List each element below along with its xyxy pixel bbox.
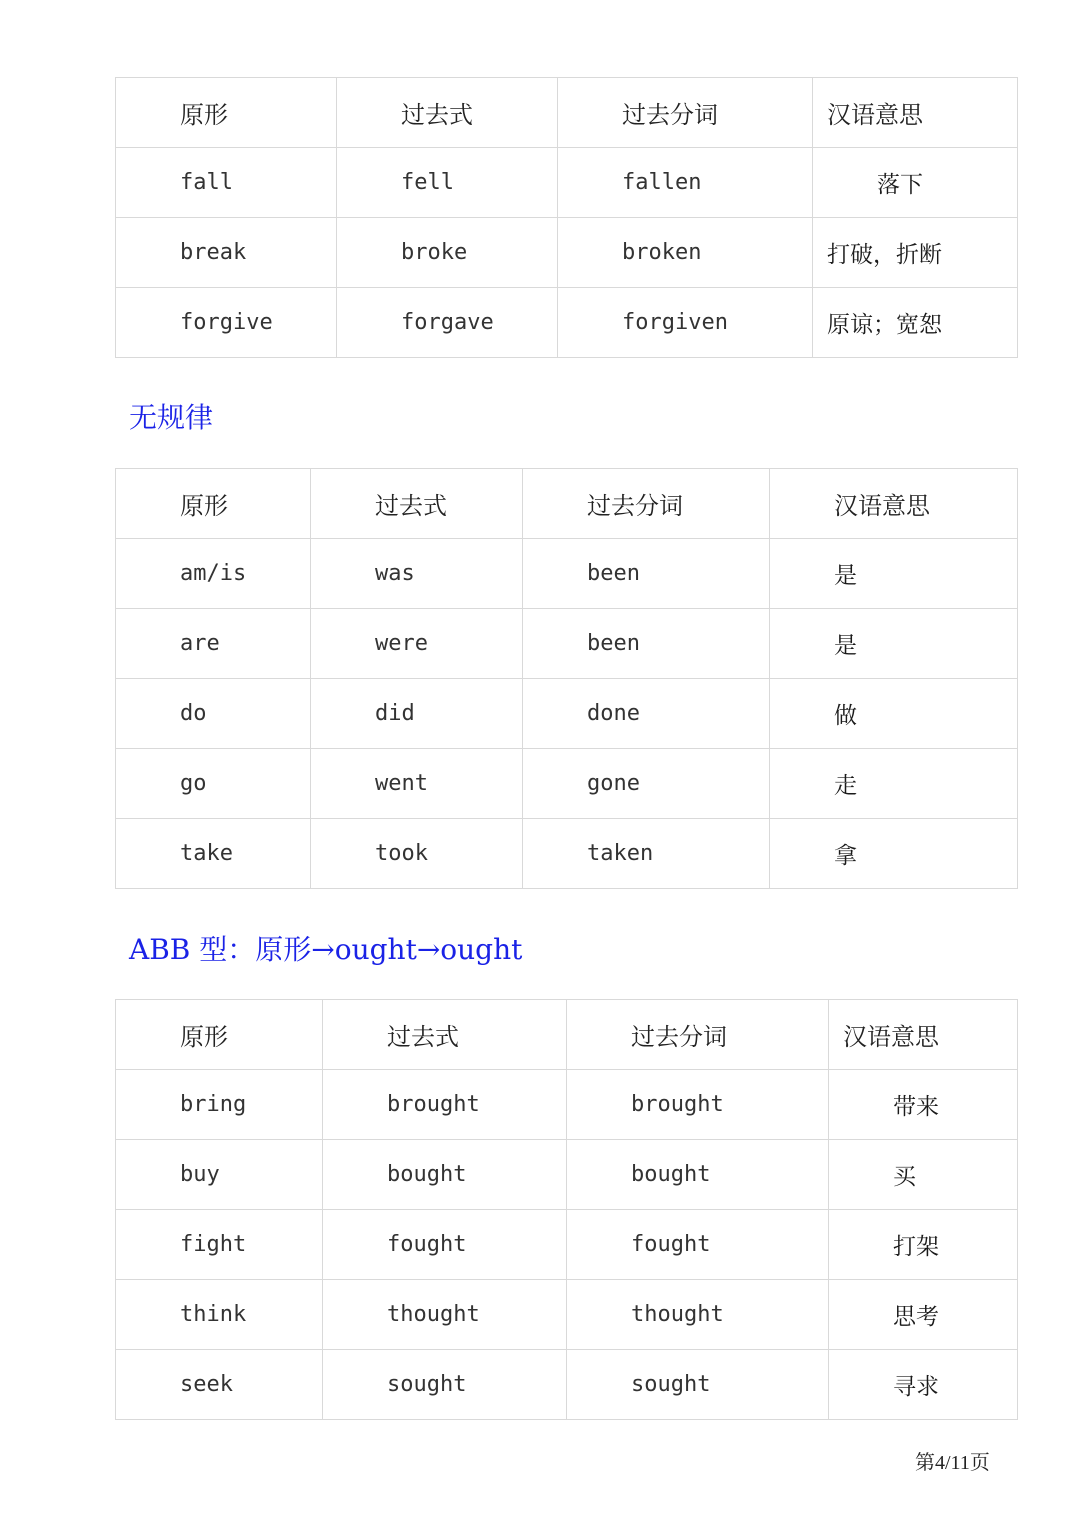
cell-past-tense: fell: [337, 148, 558, 218]
table-header-row: [116, 78, 1018, 148]
section-heading-irregular: 无规律: [129, 401, 214, 434]
cell-base-form: fight: [116, 1210, 323, 1280]
cell-base-form: think: [116, 1280, 323, 1350]
cell-base-form: go: [116, 749, 311, 819]
header-base-form: 原形: [116, 1000, 323, 1070]
cell-past-tense: fought: [323, 1210, 567, 1280]
table-row: [116, 679, 1018, 749]
cell-past-tense: thought: [323, 1280, 567, 1350]
header-chinese-meaning: 汉语意思: [770, 469, 1018, 539]
header-past-participle: 过去分词: [523, 469, 770, 539]
verb-table-2: [115, 468, 1018, 889]
cell-past-participle: bought: [567, 1140, 829, 1210]
cell-base-form: seek: [116, 1350, 323, 1420]
table-row: [116, 1280, 1018, 1350]
cell-chinese-meaning: 寻求: [829, 1350, 1018, 1420]
cell-chinese-meaning: 是: [770, 609, 1018, 679]
cell-chinese-meaning: 走: [770, 749, 1018, 819]
cell-chinese-meaning: 是: [770, 539, 1018, 609]
table-header-row: [116, 469, 1018, 539]
cell-base-form: bring: [116, 1070, 323, 1140]
header-base-form: 原形: [116, 78, 337, 148]
cell-past-tense: went: [311, 749, 523, 819]
cell-past-tense: did: [311, 679, 523, 749]
cell-base-form: do: [116, 679, 311, 749]
table-row: [116, 1210, 1018, 1280]
cell-past-tense: forgave: [337, 288, 558, 358]
cell-past-tense: brought: [323, 1070, 567, 1140]
cell-past-participle: fallen: [558, 148, 813, 218]
table-row: [116, 218, 1018, 288]
cell-past-participle: forgiven: [558, 288, 813, 358]
table-header-row: [116, 1000, 1018, 1070]
cell-chinese-meaning: 做: [770, 679, 1018, 749]
cell-base-form: forgive: [116, 288, 337, 358]
cell-past-participle: gone: [523, 749, 770, 819]
cell-chinese-meaning: 原谅；宽恕: [813, 288, 1018, 358]
section-heading-abb-type: ABB 型：原形→ought→ought: [129, 933, 523, 966]
cell-past-participle: sought: [567, 1350, 829, 1420]
cell-past-participle: been: [523, 609, 770, 679]
table-row: [116, 1070, 1018, 1140]
cell-chinese-meaning: 打破，折断: [813, 218, 1018, 288]
verb-table-1: [115, 77, 1018, 358]
cell-past-participle: done: [523, 679, 770, 749]
header-past-tense: 过去式: [337, 78, 558, 148]
cell-base-form: buy: [116, 1140, 323, 1210]
cell-past-participle: brought: [567, 1070, 829, 1140]
cell-past-participle: broken: [558, 218, 813, 288]
cell-chinese-meaning: 落下: [813, 148, 1018, 218]
header-past-participle: 过去分词: [567, 1000, 829, 1070]
cell-chinese-meaning: 买: [829, 1140, 1018, 1210]
table-row: [116, 1350, 1018, 1420]
cell-past-participle: thought: [567, 1280, 829, 1350]
table-row: [116, 148, 1018, 218]
cell-chinese-meaning: 拿: [770, 819, 1018, 889]
header-past-tense: 过去式: [323, 1000, 567, 1070]
cell-past-tense: were: [311, 609, 523, 679]
header-past-participle: 过去分词: [558, 78, 813, 148]
header-chinese-meaning: 汉语意思: [813, 78, 1018, 148]
table-row: [116, 539, 1018, 609]
cell-base-form: are: [116, 609, 311, 679]
cell-chinese-meaning: 带来: [829, 1070, 1018, 1140]
cell-past-participle: been: [523, 539, 770, 609]
cell-past-tense: took: [311, 819, 523, 889]
cell-base-form: break: [116, 218, 337, 288]
cell-past-participle: fought: [567, 1210, 829, 1280]
cell-base-form: take: [116, 819, 311, 889]
table-row: [116, 609, 1018, 679]
table-row: [116, 288, 1018, 358]
cell-base-form: am/is: [116, 539, 311, 609]
cell-base-form: fall: [116, 148, 337, 218]
cell-past-tense: broke: [337, 218, 558, 288]
cell-past-tense: bought: [323, 1140, 567, 1210]
header-base-form: 原形: [116, 469, 311, 539]
header-chinese-meaning: 汉语意思: [829, 1000, 1018, 1070]
page-number: 第4/11页: [915, 1452, 990, 1474]
cell-past-tense: sought: [323, 1350, 567, 1420]
table-row: [116, 819, 1018, 889]
cell-past-participle: taken: [523, 819, 770, 889]
table-row: [116, 1140, 1018, 1210]
verb-table-3: [115, 999, 1018, 1420]
cell-chinese-meaning: 打架: [829, 1210, 1018, 1280]
cell-chinese-meaning: 思考: [829, 1280, 1018, 1350]
header-past-tense: 过去式: [311, 469, 523, 539]
cell-past-tense: was: [311, 539, 523, 609]
table-row: [116, 749, 1018, 819]
